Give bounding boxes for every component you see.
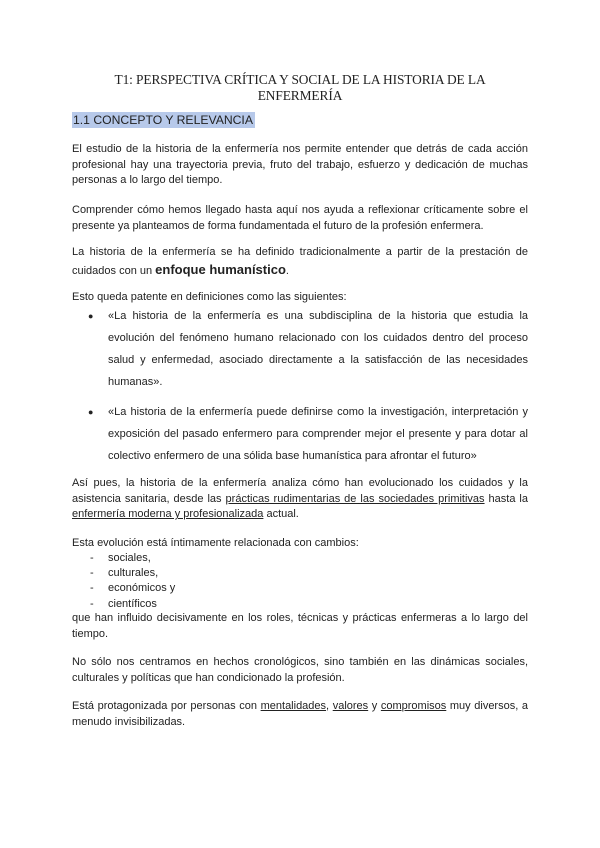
- paragraph-influence: que han influido decisivamente en los roles, técnicas y prácticas enfermeras a lo largo del tiempo.: [72, 612, 528, 640]
- list-item-text: científicos: [108, 597, 157, 610]
- definition-quote-text: «La historia de la enfermería es una subdisciplina de la historia que estudia la evolución del fenómeno humano relacionado con los cuidados dentro del proceso salud y enfermedad, asociado directamente a la satisfacción de las necesidades humanas».: [108, 310, 528, 388]
- paragraph-evolution-mid: hasta la: [484, 492, 528, 505]
- dash-marker: -: [90, 552, 94, 564]
- list-item: [72, 581, 528, 596]
- paragraph-intro: El estudio de la historia de la enfermería nos permite entender que detrás de cada acción profesional hay una trayectoria previa, fruto del trabajo, esfuerzo y dedicación de muchas personas a lo largo del tiempo.: [72, 143, 528, 187]
- section-heading: 1.1 CONCEPTO Y RELEVANCIA: [73, 113, 253, 127]
- mentalities-underline: mentalidades: [260, 700, 327, 712]
- modern-nursing-underline: enfermería moderna y profesionalizada: [72, 508, 264, 521]
- commitments-underline: compromisos: [380, 700, 447, 712]
- list-item-text: culturales,: [108, 567, 159, 580]
- paragraph-people-end: muy diversos, a menudo invisibilizadas.: [72, 700, 528, 728]
- list-item: [72, 597, 528, 612]
- definition-quote-text: «La historia de la enfermería puede definirse como la investigación, interpretación y exposición del pasado enfermero para comprender mejor el presente y para dotar al colectivo enfermero de una sólida base humanística para afrontar el futuro»: [108, 406, 528, 462]
- bullet-icon: ●: [88, 311, 94, 321]
- paragraph-evolution-text: Así pues, la historia de la enfermería analiza cómo han evolucionado los cuidados y la asistencia sanitaria, desde las: [72, 477, 528, 505]
- changes-list: [72, 551, 528, 612]
- primitive-practices-underline: prácticas rudimentarias de las sociedades primitivas: [225, 492, 485, 505]
- list-item-text: económicos y: [108, 582, 176, 595]
- paragraph-reflection: Comprender cómo hemos llegado hasta aquí nos ayuda a reflexionar críticamente sobre el presente ya planteamos de forma fundamentada el futuro de la profesión enfermera.: [72, 204, 528, 232]
- dash-marker: -: [90, 597, 94, 610]
- paragraph-people: [72, 699, 528, 730]
- paragraph-examples-intro: Esto queda patente en definiciones como las siguientes:: [72, 291, 347, 303]
- document-title: T1: PERSPECTIVA CRÍTICA Y SOCIAL DE LA HISTORIA DE LA ENFERMERÍA: [114, 72, 486, 103]
- paragraph-definition-end: .: [285, 265, 289, 277]
- paragraph-definition-text: La historia de la enfermería se ha definido tradicionalmente a partir de la prestación de cuidados con un: [72, 246, 528, 277]
- paragraph-changes-intro: Esta evolución está íntimamente relacionada con cambios:: [72, 537, 359, 549]
- separator: ,: [326, 700, 333, 712]
- paragraph-people-text: Está protagonizada por personas con: [72, 700, 261, 712]
- list-item: [72, 551, 528, 566]
- humanistic-focus-emphasis: enfoque humanístico: [155, 262, 286, 277]
- dash-marker: -: [90, 567, 94, 580]
- list-item: [72, 566, 528, 581]
- paragraph-evolution: [72, 476, 528, 523]
- dash-marker: -: [90, 582, 94, 595]
- bullet-icon: ●: [88, 407, 94, 417]
- list-item-text: sociales,: [108, 552, 151, 564]
- paragraph-dynamics: No sólo nos centramos en hechos cronológicos, sino también en las dinámicas sociales, culturales y políticas que han condicionado la profesión.: [72, 656, 528, 684]
- paragraph-definition: [72, 244, 528, 280]
- separator: y: [368, 700, 381, 712]
- paragraph-evolution-end: actual.: [263, 508, 299, 521]
- values-underline: valores: [332, 700, 369, 712]
